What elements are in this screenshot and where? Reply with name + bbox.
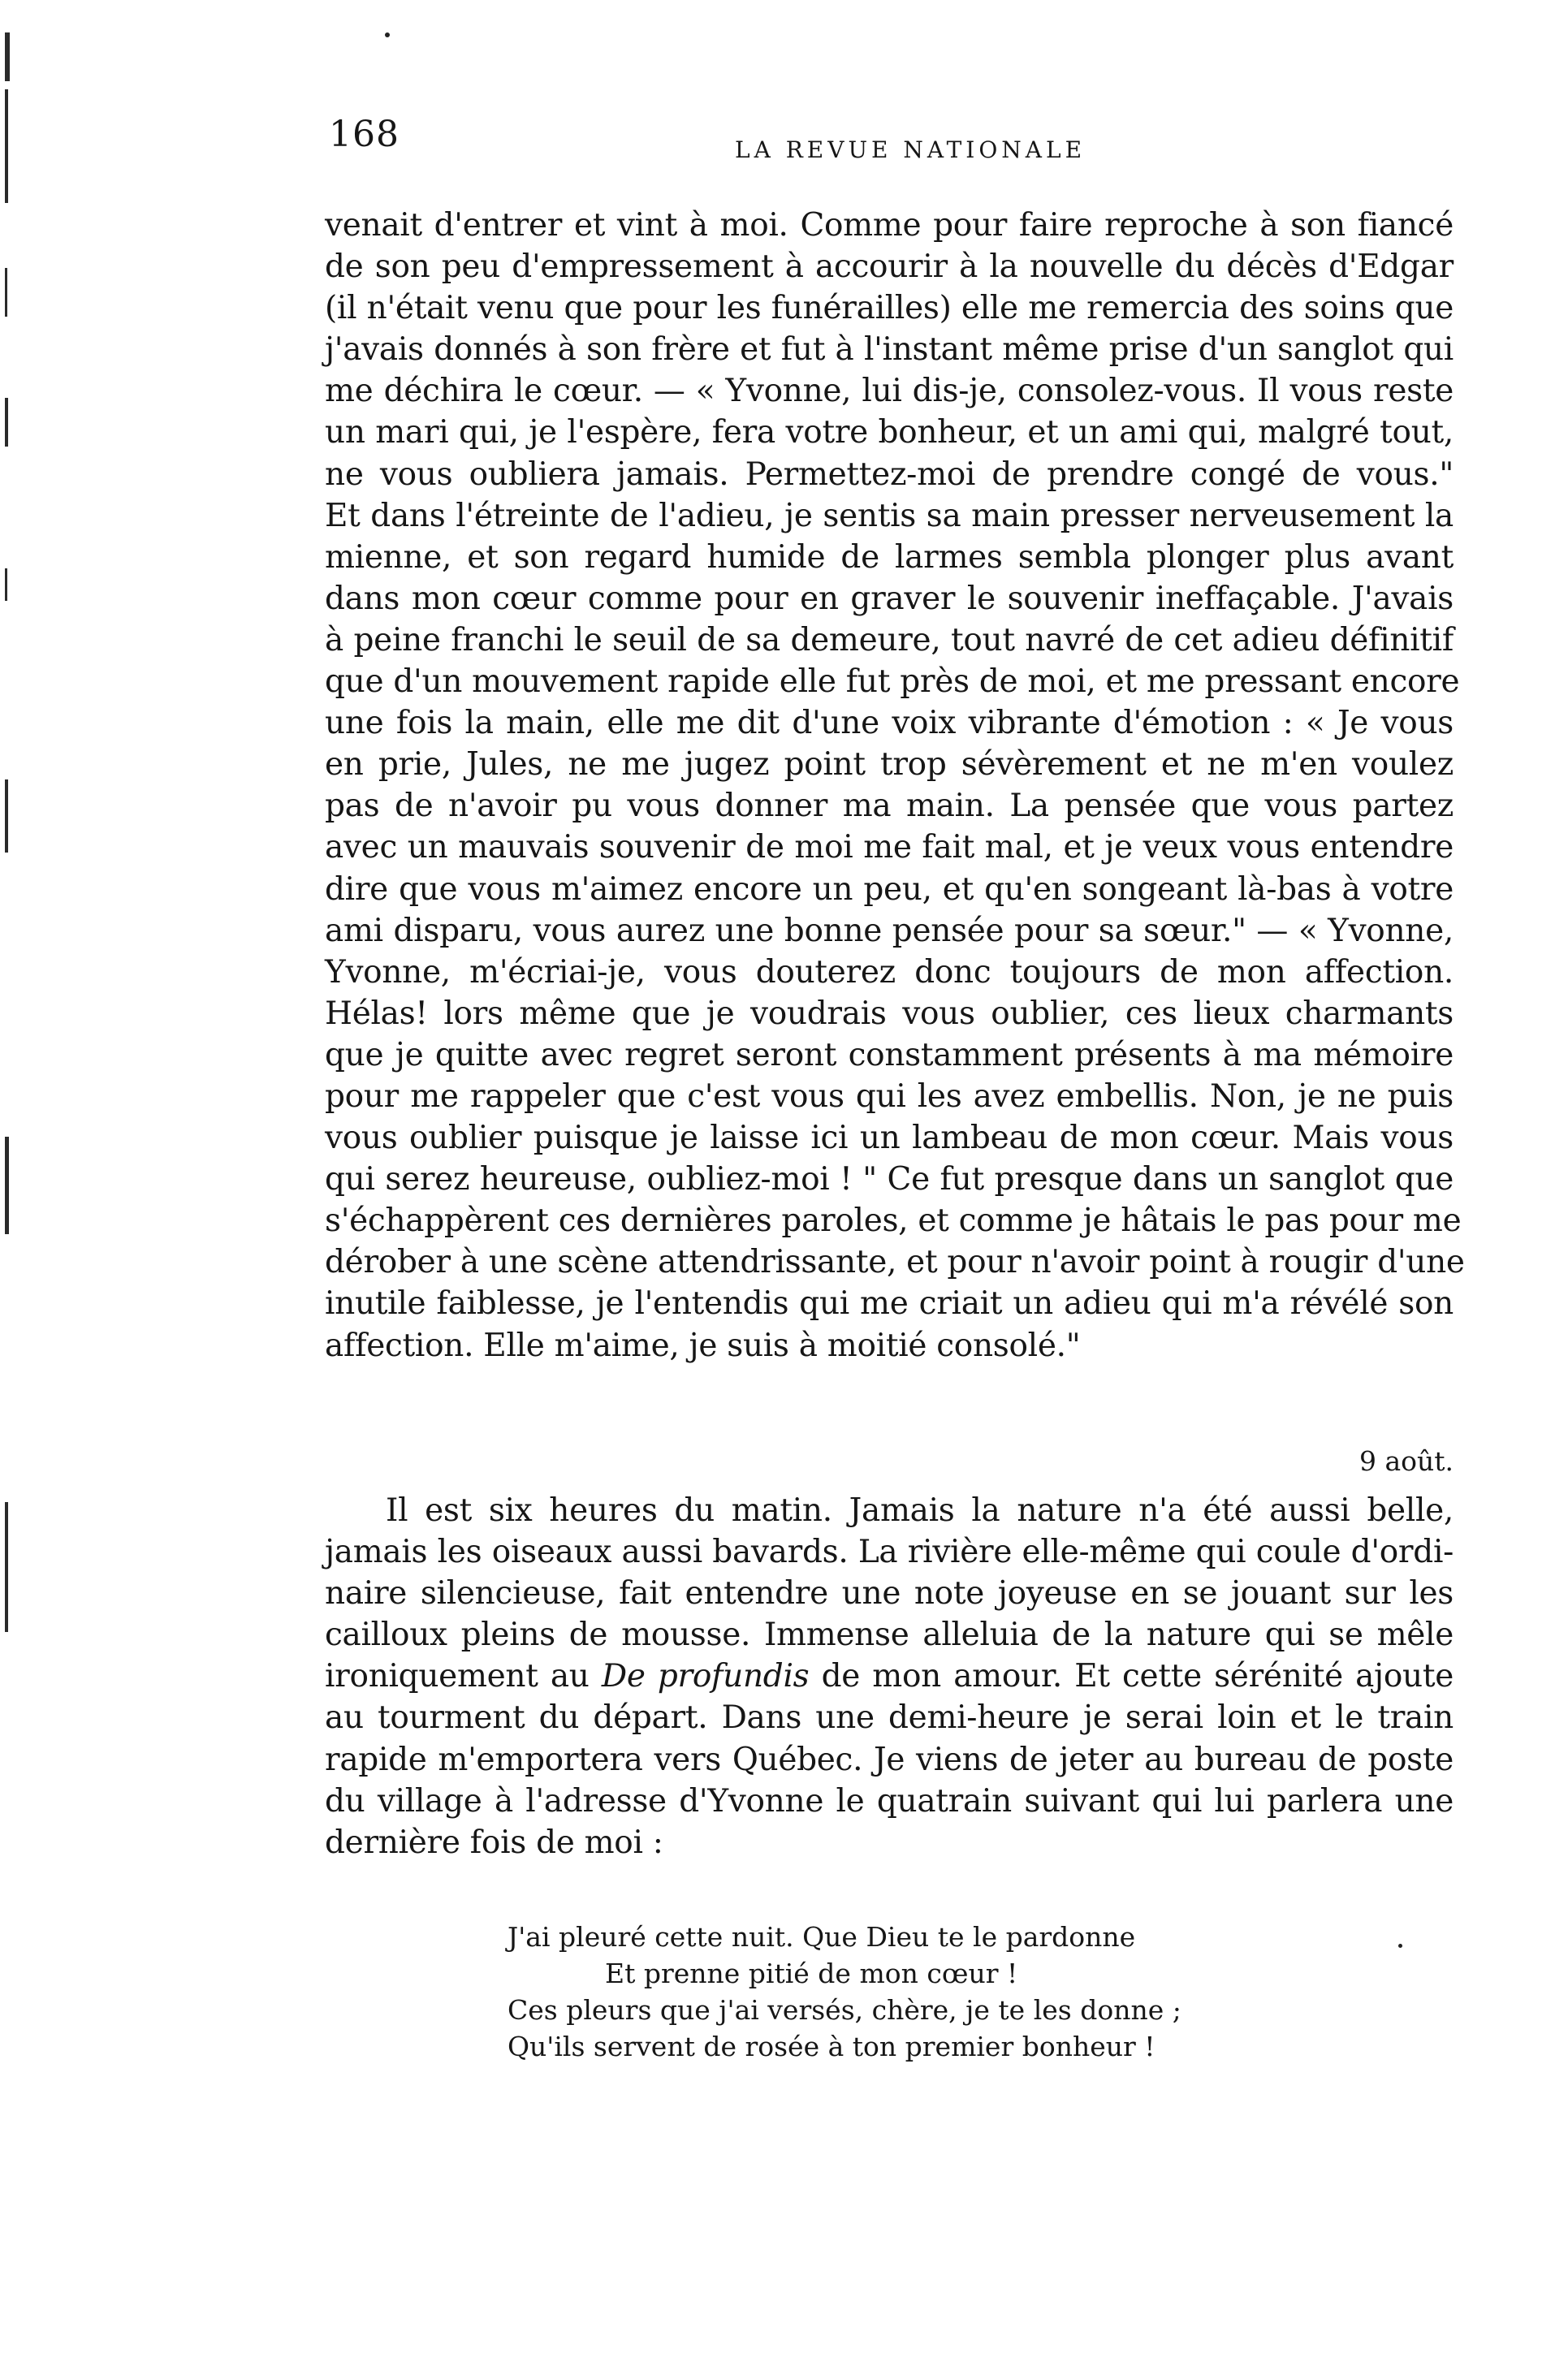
text-line: ne vous oubliera jamais. Permettez-moi de prendre congé de vous." — [325, 455, 1454, 493]
text-line: venait d'entrer et vint à moi. Comme pour faire reproche à son fiancé — [325, 207, 1454, 244]
text-line: Et dans l'étreinte de l'adieu, je sentis sa main presser nerveusement la — [325, 497, 1454, 534]
poem-line: Qu'ils servent de rosée à ton premier bonheur ! — [508, 2031, 1155, 2062]
text-line: un mari qui, je l'espère, fera votre bonheur, et un ami qui, malgré tout, — [325, 414, 1454, 451]
paragraph-continued — [325, 205, 1465, 1366]
text-line: que je quitte avec regret seront constamment présents à ma mémoire — [325, 1036, 1454, 1073]
text-line: inutile faiblesse, je l'entendis qui me criait un adieu qui m'a révélé son — [325, 1285, 1454, 1323]
scan-edge-mark — [5, 32, 10, 81]
entry-date: 9 août. — [1359, 1445, 1454, 1477]
text-line: affection. Elle m'aime, je suis à moitié consolé." — [325, 1327, 1081, 1364]
text-line: me déchira le cœur. — « Yvonne, lui dis-je, consolez-vous. Il vous reste — [325, 373, 1454, 410]
scan-edge-mark — [5, 398, 8, 447]
quatrain — [508, 1919, 1320, 2065]
text-line: ami disparu, vous aurez une bonne pensée pour sa sœur." — « Yvonne, — [325, 912, 1454, 949]
text-line: dire que vous m'aimez encore un peu, et qu'en songeant là-bas à votre — [325, 870, 1454, 908]
scan-edge-mark — [5, 1137, 9, 1234]
text-line: vous oublier puisque je laisse ici un lambeau de mon cœur. Mais vous — [325, 1120, 1454, 1157]
scan-edge-mark — [5, 268, 7, 317]
text-line: en prie, Jules, ne me jugez point trop sévèrement et ne m'en voulez — [325, 746, 1454, 784]
text-line: Yvonne, m'écriai-je, vous douterez donc toujours de mon affection. — [325, 953, 1454, 991]
scan-edge-mark — [5, 89, 8, 203]
scan-speck — [385, 32, 390, 37]
text-line: dernière fois de moi : — [325, 1824, 663, 1861]
text-line: pour me rappeler que c'est vous qui les avez embellis. Non, je ne puis — [325, 1077, 1454, 1115]
text-line: Hélas! lors même que je voudrais vous oublier, ces lieux charmants — [325, 995, 1454, 1032]
scan-edge-mark — [5, 779, 8, 853]
text-line: mienne, et son regard humide de larmes sembla plonger plus avant — [325, 538, 1454, 576]
text-line: j'avais donnés à son frère et fut à l'instant même prise d'un sanglot qui — [325, 331, 1454, 369]
poem-line: J'ai pleuré cette nuit. Que Dieu te le pardonne — [508, 1921, 1136, 1953]
text-line: rapide m'emportera vers Québec. Je viens de jeter au bureau de poste — [325, 1741, 1454, 1778]
text-line: cailloux pleins de mousse. Immense alleluia de la nature qui se mêle — [325, 1617, 1454, 1654]
paragraph — [325, 1490, 1454, 1863]
text-line: s'échappèrent ces dernières paroles, et comme je hâtais le pas pour me — [325, 1202, 1462, 1240]
text-line: une fois la main, elle me dit d'une voix vibrante d'émotion : « Je vous — [325, 705, 1454, 742]
text-line: avec un mauvais souvenir de moi me fait mal, et je veux vous entendre — [325, 829, 1454, 866]
poem-line: Et prenne pitié de mon cœur ! — [605, 1958, 1018, 1989]
text-line: que d'un mouvement rapide elle fut près de moi, et me pressant encore — [325, 663, 1460, 701]
text-line: à peine franchi le seuil de sa demeure, tout navré de cet adieu définitif — [325, 621, 1454, 658]
italic-title: De profundis — [601, 1658, 810, 1695]
scan-edge-mark — [5, 1502, 8, 1632]
text-line: du village à l'adresse d'Yvonne le quatrain suivant qui lui parlera une — [325, 1782, 1454, 1820]
text-line: Il est six heures du matin. Jamais la nature n'a été aussi belle, — [386, 1492, 1454, 1529]
text-line: qui serez heureuse, oubliez-moi ! " Ce fut presque dans un sanglot que — [325, 1161, 1454, 1198]
scan-speck — [1398, 1944, 1402, 1948]
poem-line: Ces pleurs que j'ai versés, chère, je te les donne ; — [508, 1994, 1181, 2026]
text-segment: ironiquement au — [325, 1658, 602, 1695]
text-segment: de mon amour. Et cette sérénité ajoute — [809, 1658, 1454, 1695]
text-line: (il n'était venu que pour les funérailles) elle me remercia des soins que — [325, 290, 1454, 327]
text-line: de son peu d'empressement à accourir à la nouvelle du décès d'Edgar — [325, 248, 1454, 286]
text-line: dans mon cœur comme pour en graver le souvenir ineffaçable. J'avais — [325, 580, 1454, 617]
text-line: jamais les oiseaux aussi bavards. La rivière elle-même qui coule d'ordi- — [325, 1534, 1454, 1571]
scan-edge-mark — [5, 568, 7, 601]
page-number: 168 — [329, 114, 400, 155]
text-line: dérober à une scène attendrissante, et pour n'avoir point à rougir d'une — [325, 1244, 1465, 1281]
text-line-with-italic — [325, 1656, 1454, 1697]
text-line: naire silencieuse, fait entendre une note joyeuse en se jouant sur les — [325, 1575, 1454, 1613]
running-head: LA REVUE NATIONALE — [735, 136, 1086, 163]
text-line: au tourment du départ. Dans une demi-heure je serai loin et le train — [325, 1699, 1454, 1737]
text-line: pas de n'avoir pu vous donner ma main. La pensée que vous partez — [325, 788, 1454, 825]
